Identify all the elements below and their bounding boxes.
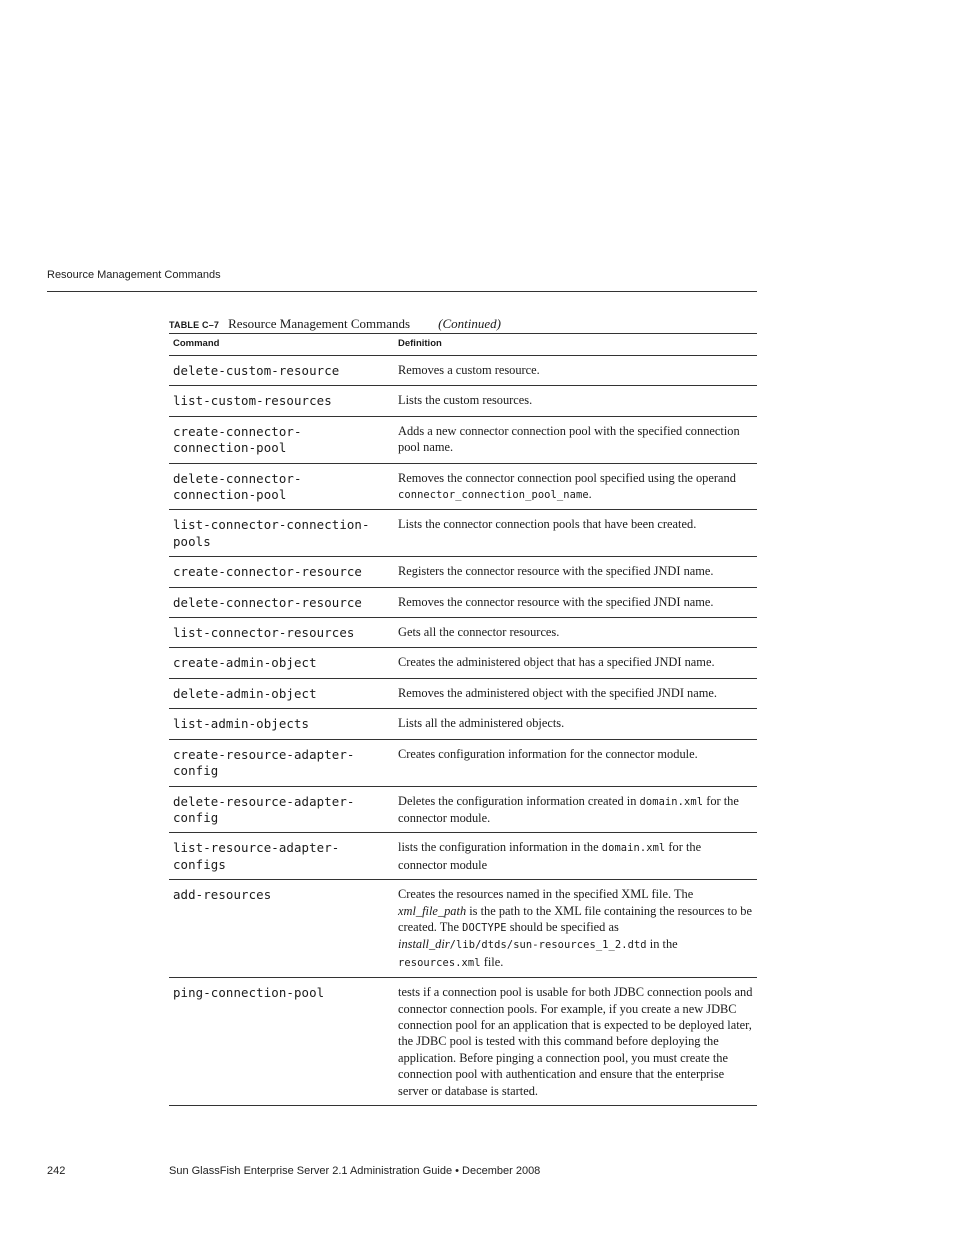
- running-header: Resource Management Commands: [47, 269, 221, 281]
- definition-cell: [386, 709, 757, 739]
- definition-text: Registers the connector resource with the specified JNDI name.: [398, 564, 714, 579]
- definition-emphasis: xml_file_path: [398, 903, 467, 918]
- definition-cell: [386, 618, 757, 648]
- definition-text: Lists all the administered objects.: [398, 716, 565, 731]
- definition-code: resources.xml: [398, 956, 481, 969]
- definition-text: Removes the connector resource with the specified JNDI name.: [398, 594, 714, 609]
- table-row: [169, 739, 757, 786]
- definition-text: Creates the resources named in the specified XML file. The: [398, 887, 694, 902]
- command-cell: list-connector-resources: [169, 618, 386, 648]
- definition-text: Lists the custom resources.: [398, 393, 533, 408]
- definition-text: Creates configuration information for the connector module.: [398, 746, 698, 761]
- definition-text: in the: [646, 937, 678, 952]
- definition-code: connector_connection_pool_name: [398, 489, 589, 502]
- page-number: 242: [47, 1165, 66, 1177]
- table-row: [169, 709, 757, 739]
- definition-cell: [386, 356, 757, 386]
- table-row: [169, 416, 757, 463]
- definition-cell: [386, 678, 757, 708]
- table-row: [169, 880, 757, 978]
- definition-cell: [386, 648, 757, 678]
- command-cell: create-connector-connection-pool: [169, 416, 386, 463]
- definition-text: tests if a connection pool is usable for both JDBC connection pools and connector connection pools. For example, if you create a new JDBC connection pool for an application that is expected to be deployed later, the JDBC pool is tested with this command before deploying the application. Before pinging a connection pool, you must create the connection pool with authentication and ensure that the enterprise server or database is started.: [398, 985, 753, 1098]
- definition-cell: [386, 416, 757, 463]
- command-cell: delete-admin-object: [169, 678, 386, 708]
- command-cell: create-admin-object: [169, 648, 386, 678]
- definition-code: domain.xml: [639, 795, 704, 808]
- column-header-command: Command: [169, 334, 386, 356]
- definition-text: for the connector module.: [398, 793, 739, 825]
- command-cell: create-resource-adapter-config: [169, 739, 386, 786]
- definition-text: should be specified as: [506, 919, 619, 934]
- command-cell: delete-connector-resource: [169, 587, 386, 617]
- definition-text: file.: [480, 954, 504, 969]
- table-row: [169, 587, 757, 617]
- table-body: [169, 356, 757, 1106]
- table-row: [169, 510, 757, 557]
- table-header-row: [169, 334, 757, 356]
- commands-table: [169, 333, 757, 1106]
- table-row: [169, 356, 757, 386]
- definition-text: Removes a custom resource.: [398, 363, 540, 377]
- definition-cell: [386, 739, 757, 786]
- definition-text: Removes the connector connection pool specified using the operand: [398, 470, 736, 485]
- definition-emphasis: install_dir: [398, 937, 450, 952]
- definition-cell: [386, 510, 757, 557]
- definition-code: /lib/dtds/sun-resources_1_2.dtd: [449, 939, 647, 952]
- command-cell: create-connector-resource: [169, 557, 386, 587]
- definition-text: Lists the connector connection pools that have been created.: [398, 517, 697, 532]
- footer-title: Sun GlassFish Enterprise Server 2.1 Administration Guide • December 2008: [169, 1165, 541, 1177]
- command-cell: list-admin-objects: [169, 709, 386, 739]
- definition-code: DOCTYPE: [462, 921, 507, 934]
- table-caption-label: TABLE C–7: [169, 320, 220, 330]
- definition-text: Creates the administered object that has a specified JNDI name.: [398, 655, 715, 670]
- table-row: [169, 648, 757, 678]
- command-cell: ping-connection-pool: [169, 978, 386, 1106]
- definition-text: Deletes the configuration information created in: [398, 793, 640, 808]
- definition-text: Gets all the connector resources.: [398, 625, 560, 640]
- definition-cell: [386, 978, 757, 1106]
- table-row: [169, 618, 757, 648]
- table-row: [169, 833, 757, 880]
- column-header-definition: Definition: [386, 334, 757, 356]
- definition-code: domain.xml: [601, 842, 666, 855]
- header-rule: [47, 291, 757, 292]
- definition-cell: [386, 386, 757, 416]
- definition-text: lists the configuration information in the: [398, 840, 602, 855]
- definition-cell: [386, 463, 757, 510]
- table-caption-continued: (Continued): [438, 316, 501, 331]
- definition-text: for the connector module: [398, 840, 702, 872]
- command-cell: list-custom-resources: [169, 386, 386, 416]
- definition-cell: [386, 833, 757, 880]
- table-caption: [169, 316, 757, 333]
- table-row: [169, 386, 757, 416]
- definition-text: is the path to the XML file containing the resources to be created. The: [398, 903, 752, 934]
- table-row: [169, 678, 757, 708]
- definition-cell: [386, 880, 757, 978]
- definition-cell: [386, 557, 757, 587]
- command-cell: delete-resource-adapter-config: [169, 786, 386, 833]
- table-row: [169, 978, 757, 1106]
- table-caption-title: Resource Management Commands: [228, 316, 411, 331]
- table-row: [169, 786, 757, 833]
- definition-text: Adds a new connector connection pool with the specified connection pool name.: [398, 423, 740, 455]
- definition-cell: [386, 587, 757, 617]
- command-cell: delete-custom-resource: [169, 356, 386, 386]
- command-cell: list-connector-connection-pools: [169, 510, 386, 557]
- definition-cell: [386, 786, 757, 833]
- table-row: [169, 463, 757, 510]
- table-row: [169, 557, 757, 587]
- command-cell: list-resource-adapter-configs: [169, 833, 386, 880]
- definition-text: Removes the administered object with the specified JNDI name.: [398, 685, 717, 700]
- definition-text: .: [588, 487, 592, 502]
- command-cell: delete-connector-connection-pool: [169, 463, 386, 510]
- command-cell: add-resources: [169, 880, 386, 978]
